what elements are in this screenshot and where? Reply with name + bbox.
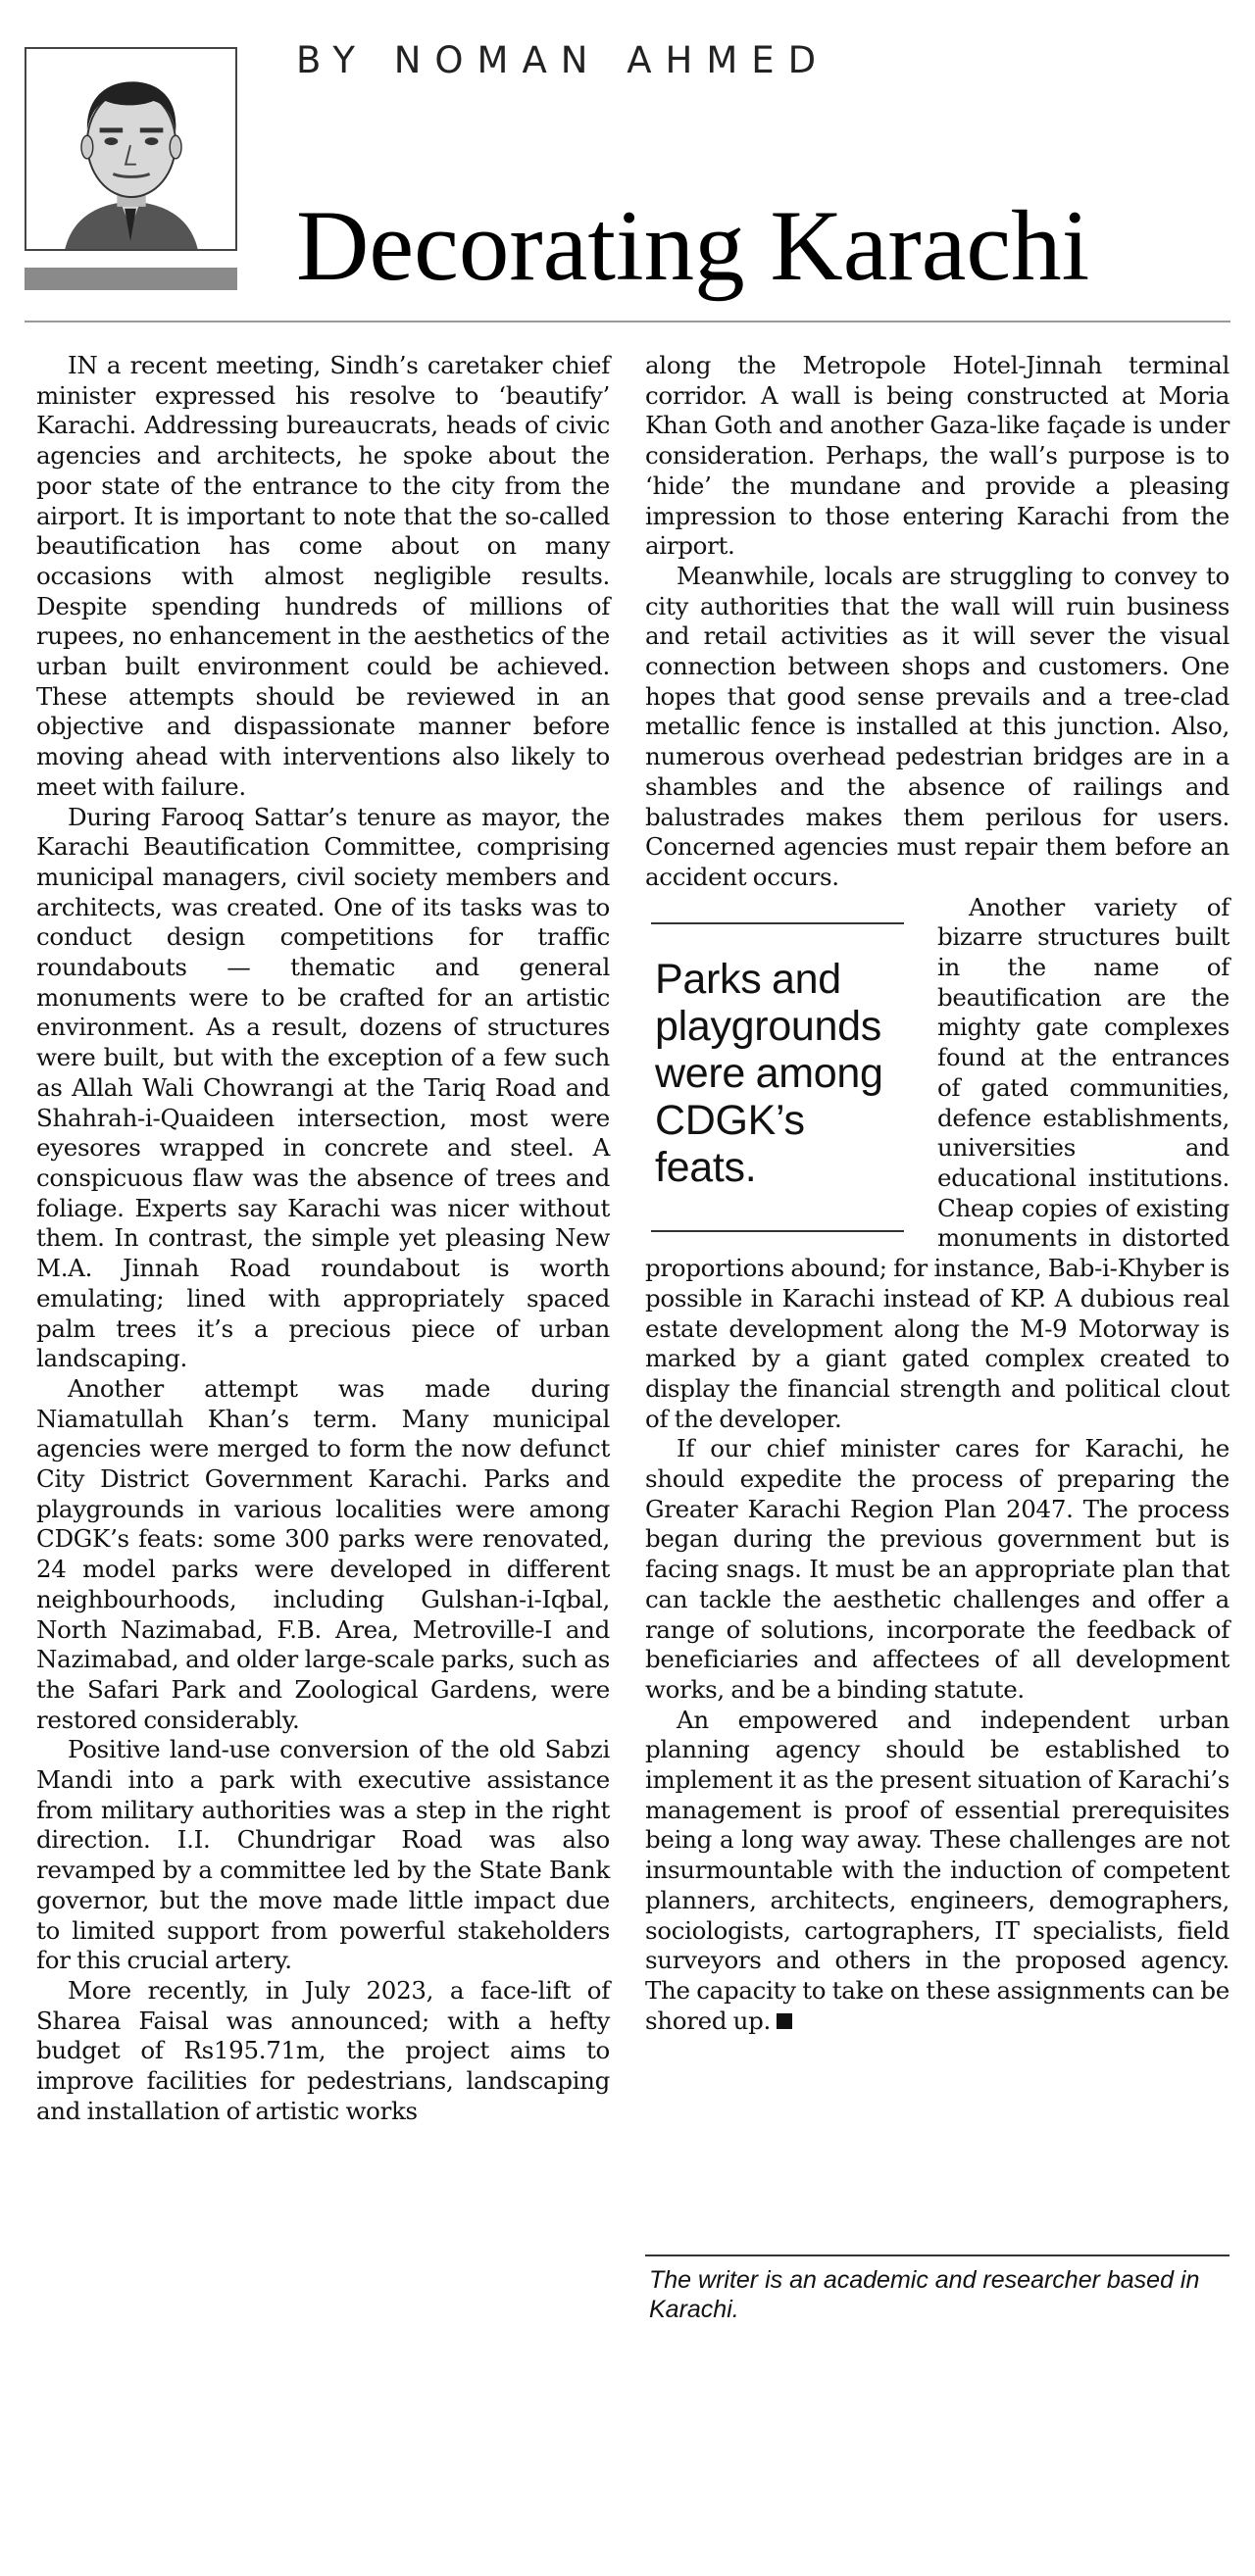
paragraph: More recently, in July 2023, a face-lift of Sharea Faisal was announced; with a hefty budget of Rs195.71m, the project aims to improve facilities for pedestrians, landscaping and installation of artistic works (36, 1975, 610, 2125)
paragraph: along the Metropole Hotel-Jinnah terminal corridor. A wall is being constructed at Moria Khan Goth and another Gaza-like façade is under consideration. Perhaps, the wall’s purpose is to ‘hide’ the mundane and provide a pleasing impression to those entering Karachi from the airport. (645, 351, 1230, 561)
byline: BY NOMAN AHMED (296, 39, 830, 81)
paragraph: IN a recent meeting, Sindh’s caretaker chief minister expressed his resolve to ‘beautify’ Karachi. Addressing bureaucrats, heads of civic agencies and architects, he spoke about the poor state of the entrance to the city from the airport. It is important to note that the so-called beautification has come about on many occasions with almost negligible results. Despite spending hundreds of millions of rupees, no enhancement in the aesthetics of the urban built environment could be achieved. These attempts should be reviewed in an objective and dispassionate manner before moving ahead with interventions also likely to meet with failure. (36, 351, 610, 801)
article-column-2 (645, 351, 1230, 2576)
paragraph-text: An empowered and independent urban planning agency should be established to implement it as the present situation of Karachi’s management is proof of essential prerequisites being a long way away. These challenges are not insurmountable with the induction of competent planners, architects, engineers, demographers, sociologists, cartographers, IT specialists, field surveyors and others in the proposed agency. The capacity to take on these assignments can be shored up. (645, 1705, 1230, 2035)
pull-quote-line: Parks and (655, 955, 841, 1003)
pull-quote-line: were among (655, 1049, 883, 1097)
article-column-1 (36, 351, 610, 2351)
pull-quote-line: feats. (655, 1143, 757, 1191)
writer-note: The writer is an academic and researcher based in Karachi. (649, 2266, 1200, 2323)
pull-quote (651, 922, 904, 1232)
paragraph: Another variety of bizarre structures built in the name of beautification are the mighty gate complexes found at the entrances of gated communities, defence establishments, universities and educational institutions. Cheap copies of existing monuments in distorted proportions abound; for instance, Bab-i-Khyber is possible in Karachi instead of KP. A dubious real estate development along the M-9 Motorway is marked by a giant gated complex created to display the financial strength and political clout of the developer. (645, 892, 1230, 1433)
pull-quote-line: playgrounds (655, 1002, 881, 1050)
paragraph: During Farooq Sattar’s tenure as mayor, the Karachi Beautification Committee, comprising municipal managers, civil society members and architects, was created. One of its tasks was to conduct design competitions for traffic roundabouts — thematic and general monuments were to be crafted for an artistic environment. As a result, dozens of structures were built, but with the exception of a few such as Allah Wali Chowrangi at the Tariq Road and Shahrah-i-Quaideen intersection, most were eyesores wrapped in concrete and steel. A conspicuous flaw was the absence of trees and foliage. Experts say Karachi was nicer without them. In contrast, the simple yet pleasing New M.A. Jinnah Road roundabout is worth emulating; lined with appropriately spaced palm trees it’s a precious piece of urban landscaping. (36, 802, 610, 1373)
end-mark-icon (777, 2013, 792, 2029)
headline-divider (25, 321, 1230, 322)
paragraph (645, 1706, 1230, 2037)
headline: Decorating Karachi (296, 190, 1090, 302)
portrait-bar (25, 268, 237, 290)
paragraph: Another attempt was made during Niamatullah Khan’s term. Many municipal agencies were merged to form the now defunct City District Government Karachi. Parks and playgrounds in various localities were among CDGK’s feats: some 300 parks were renovated, 24 model parks were developed in different neighbourhoods, including Gulshan-i-Iqbal, North Nazimabad, F.B. Area, Metroville-I and Nazimabad, and older large-scale parks, such as the Safari Park and Zoological Gardens, were restored considerably. (36, 1373, 610, 1734)
paragraph: Positive land-use conversion of the old Sabzi Mandi into a park with executive assistance from military authorities was a step in the right direction. I.I. Chundrigar Road was also revamped by a committee led by the State Bank governor, but the move made little impact due to limited support from powerful stakeholders for this crucial artery. (36, 1735, 610, 1975)
paragraph: If our chief minister cares for Karachi, he should expedite the process of preparing the Greater Karachi Region Plan 2047. The process began during the previous government but is facing snags. It must be an appropriate plan that can tackle the aesthetic challenges and offer a range of solutions, incorporate the feedback of beneficiaries and affectees of all development works, and be a binding statute. (645, 1434, 1230, 1704)
paragraph: Meanwhile, locals are struggling to convey to city authorities that the wall will ruin business and retail activities as it will sever the visual connection between shops and customers. One hopes that good sense prevails and a tree-clad metallic fence is installed at this junction. Also, numerous overhead pedestrian bridges are in a shambles and the absence of railings and balustrades makes them perilous for users. Concerned agencies must repair them before an accident occurs. (645, 561, 1230, 891)
footer-divider (645, 2254, 1230, 2256)
pull-quote-line: CDGK’s (655, 1096, 805, 1144)
author-portrait (25, 47, 237, 251)
